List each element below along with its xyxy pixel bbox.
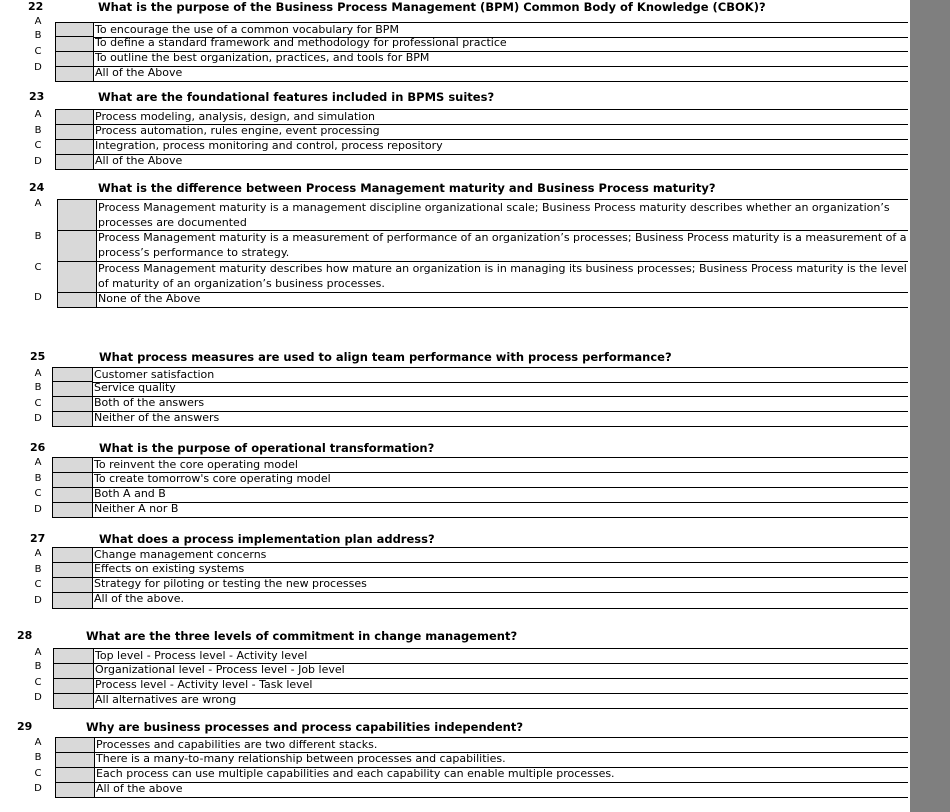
- option-letter: B: [34, 661, 42, 672]
- answer-option-text: Both A and B: [92, 487, 908, 503]
- option-letter: A: [34, 737, 42, 748]
- option-letter: C: [34, 768, 42, 779]
- option-letter: C: [34, 46, 42, 57]
- answer-option-text: Both of the answers: [92, 396, 908, 412]
- answer-checkbox[interactable]: [57, 261, 97, 293]
- answer-checkbox[interactable]: [52, 381, 93, 397]
- answer-checkbox[interactable]: [55, 66, 94, 82]
- option-letter: D: [34, 595, 42, 606]
- answer-option-text: To reinvent the core operating model: [92, 457, 908, 473]
- answer-checkbox[interactable]: [52, 457, 93, 473]
- option-letter: D: [34, 156, 42, 167]
- option-letter: A: [34, 16, 42, 27]
- answer-checkbox[interactable]: [55, 767, 95, 783]
- answer-checkbox[interactable]: [53, 693, 94, 709]
- question-number: 24: [29, 181, 45, 194]
- question-text: What are the foundational features included in BPMS suites?: [98, 90, 495, 104]
- answer-checkbox[interactable]: [55, 124, 94, 140]
- answer-checkbox[interactable]: [52, 562, 93, 578]
- option-letter: B: [34, 125, 42, 136]
- option-letter: D: [34, 62, 42, 73]
- answer-option-text: Process Management maturity describes how mature an organization is in managing its business processes; Business Process maturity is the level of maturity of an organization’s business processes.: [96, 261, 908, 293]
- answer-checkbox[interactable]: [52, 487, 93, 503]
- option-letter: B: [34, 231, 42, 242]
- option-letter: B: [34, 30, 42, 41]
- question-number: 23: [29, 90, 45, 103]
- answer-option-text: There is a many-to-many relationship between processes and capabilities.: [94, 752, 908, 768]
- answer-checkbox[interactable]: [53, 678, 94, 694]
- answer-option-text: All alternatives are wrong: [93, 693, 908, 709]
- answer-checkbox[interactable]: [55, 782, 95, 798]
- answer-checkbox[interactable]: [55, 752, 95, 768]
- answer-checkbox[interactable]: [55, 154, 94, 170]
- answer-option-text: Processes and capabilities are two different stacks.: [94, 737, 908, 753]
- answer-option-text: To define a standard framework and methodology for professional practice: [93, 36, 908, 52]
- answer-option-text: Process modeling, analysis, design, and simulation: [93, 109, 908, 125]
- answer-option-text: Process Management maturity is a management discipline organizational scale; Business Process maturity describes whether an organization’s processes are documented: [96, 199, 908, 231]
- answer-checkbox[interactable]: [55, 51, 94, 67]
- answer-checkbox[interactable]: [55, 139, 94, 155]
- answer-option-text: Strategy for piloting or testing the new processes: [92, 577, 908, 593]
- option-letter: A: [34, 109, 42, 120]
- answer-checkbox[interactable]: [57, 292, 97, 308]
- answer-checkbox[interactable]: [52, 502, 93, 518]
- question-text: What is the difference between Process Management maturity and Business Process maturity?: [98, 181, 716, 195]
- option-letter: A: [34, 457, 42, 468]
- gray-margin: [910, 0, 950, 812]
- answer-option-text: Process automation, rules engine, event processing: [93, 124, 908, 140]
- question-number: 26: [30, 441, 46, 454]
- answer-checkbox[interactable]: [53, 663, 94, 679]
- answer-option-text: None of the Above: [96, 292, 908, 308]
- answer-checkbox[interactable]: [52, 411, 93, 427]
- question-number: 25: [30, 350, 46, 363]
- answer-option-text: All of the above: [94, 782, 908, 798]
- option-letter: C: [34, 262, 42, 273]
- answer-checkbox[interactable]: [52, 577, 93, 593]
- answer-checkbox[interactable]: [52, 547, 93, 563]
- answer-checkbox[interactable]: [57, 230, 97, 262]
- answer-checkbox[interactable]: [53, 648, 94, 664]
- option-letter: D: [34, 692, 42, 703]
- answer-checkbox[interactable]: [57, 199, 97, 231]
- answer-option-text: Process level - Activity level - Task level: [93, 678, 908, 694]
- option-letter: D: [34, 413, 42, 424]
- option-letter: C: [34, 398, 42, 409]
- option-letter: A: [34, 548, 42, 559]
- answer-option-text: To outline the best organization, practices, and tools for BPM: [93, 51, 908, 67]
- answer-option-text: Top level - Process level - Activity level: [93, 648, 908, 664]
- option-letter: A: [34, 198, 42, 209]
- answer-option-text: To create tomorrow's core operating model: [92, 472, 908, 488]
- answer-checkbox[interactable]: [52, 592, 93, 609]
- answer-checkbox[interactable]: [55, 109, 94, 125]
- question-number: 22: [28, 0, 44, 13]
- answer-checkbox[interactable]: [55, 737, 95, 753]
- answer-option-text: Service quality: [92, 381, 908, 397]
- question-number: 27: [30, 532, 46, 545]
- answer-option-text: Change management concerns: [92, 547, 908, 563]
- option-letter: C: [34, 677, 42, 688]
- answer-option-text: Neither A nor B: [92, 502, 908, 518]
- answer-checkbox[interactable]: [52, 472, 93, 488]
- answer-option-text: Organizational level - Process level - Job level: [93, 663, 908, 679]
- question-number: 29: [17, 720, 33, 733]
- answer-checkbox[interactable]: [52, 396, 93, 412]
- answer-option-text: All of the Above: [93, 154, 908, 170]
- question-text: What are the three levels of commitment in change management?: [86, 629, 518, 643]
- option-letter: D: [34, 504, 42, 515]
- option-letter: B: [34, 473, 42, 484]
- option-letter: C: [34, 579, 42, 590]
- option-letter: A: [34, 368, 42, 379]
- option-letter: D: [34, 292, 42, 303]
- option-letter: B: [34, 382, 42, 393]
- question-text: What is the purpose of the Business Process Management (BPM) Common Body of Knowledge (CBOK)?: [98, 0, 766, 14]
- answer-option-text: To encourage the use of a common vocabulary for BPM: [93, 22, 908, 38]
- option-letter: D: [34, 783, 42, 794]
- option-letter: A: [34, 647, 42, 658]
- option-letter: C: [34, 488, 42, 499]
- answer-option-text: Integration, process monitoring and control, process repository: [93, 139, 908, 155]
- question-text: Why are business processes and process capabilities independent?: [86, 720, 524, 734]
- question-text: What process measures are used to align team performance with process performance?: [99, 350, 672, 364]
- answer-option-text: Process Management maturity is a measurement of performance of an organization’s processes; Business Process maturity is a measurement of a process’s performance to strategy.: [96, 230, 908, 262]
- answer-option-text: All of the Above: [93, 66, 908, 82]
- answer-option-text: All of the above.: [92, 592, 908, 609]
- answer-option-text: Effects on existing systems: [92, 562, 908, 578]
- option-letter: B: [34, 752, 42, 763]
- answer-checkbox[interactable]: [55, 36, 94, 52]
- answer-option-text: Neither of the answers: [92, 411, 908, 427]
- answer-option-text: Customer satisfaction: [92, 367, 908, 383]
- option-letter: C: [34, 140, 42, 151]
- question-text: What is the purpose of operational transformation?: [99, 441, 435, 455]
- question-number: 28: [17, 629, 33, 642]
- answer-option-text: Each process can use multiple capabilities and each capability can enable multiple processes.: [94, 767, 908, 783]
- option-letter: B: [34, 564, 42, 575]
- question-text: What does a process implementation plan address?: [99, 532, 435, 546]
